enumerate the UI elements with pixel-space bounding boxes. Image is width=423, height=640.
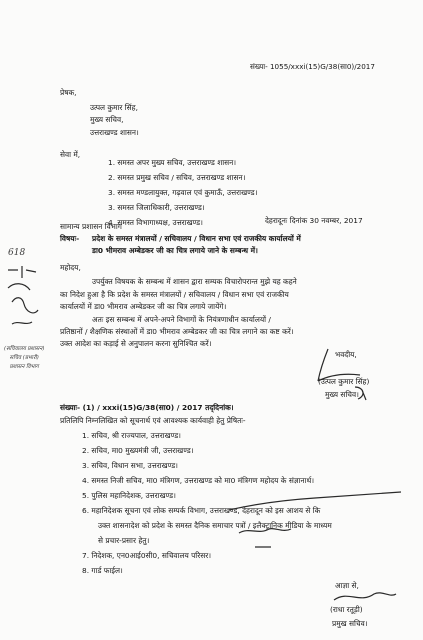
recipient-item: 3. समस्त मण्डलायुक्त, गढ़वाल एवं कुमाऊँ, उत्तराखण्ड। — [108, 188, 258, 197]
second-signatory-title: प्रमुख सचिव। — [332, 619, 368, 628]
copy-number: संख्याः- (1) / xxxi(15)G/38(सा0) / 2017 तद्‌दिनांक। — [60, 403, 234, 412]
closing: भवदीय, — [335, 350, 357, 359]
copy-item: 8. गार्ड फाईल। — [82, 566, 123, 575]
margin-handwriting — [4, 260, 44, 350]
subject-line-2: डा0 भीमराव अम्बेडकर जी का चित्र लगाये जाने के सम्बन्ध में। — [92, 246, 258, 255]
initial-mark — [352, 384, 370, 402]
sender-name: उत्पल कुमार सिंह, — [90, 103, 138, 112]
copy-intro: प्रतिलिपि निम्नलिखित को सूचनार्थ एवं आवश्यक कार्यवाही हेतु प्रेषितः- — [60, 416, 246, 425]
signatory-name: (उत्पल कुमार सिंह) — [318, 377, 370, 386]
body-line: अतः इस सम्बन्ध में अपने-अपने विभागों के नियंत्रणाधीन कार्यालयों / — [92, 315, 271, 324]
margin-note-number: 618 — [8, 248, 26, 258]
copy-item: 5. पुलिस महानिदेशक, उत्तराखण्ड। — [82, 491, 176, 500]
recipient-item: 3. समस्त जिलाधिकारी, उत्तराखण्ड। — [108, 203, 205, 212]
order-label: आज्ञा से, — [335, 581, 359, 590]
margin-note-stamp: (सचिवालय प्रशासन) सचिव (प्रभारी) प्रशासन विभाग — [4, 346, 45, 370]
handwritten-date — [235, 525, 295, 555]
body-line: प्रतिष्ठानों / शैक्षणिक संस्थाओं में डा0 भीमराव अम्बेडकर जी का चित्र लगाने का कष्ट करें। — [60, 327, 294, 336]
copy-item: से प्रचार-प्रसार हेतु। — [98, 536, 150, 545]
recipient-item: 2. समस्त प्रमुख सचिव / सचिव, उत्तराखण्ड शासन। — [108, 173, 246, 182]
copy-item: 6. महानिदेशक सूचना एवं लोक सम्पर्क विभाग, उत्तराखण्ड, देहरादून को इस आशय से कि — [82, 506, 321, 515]
body-line: उक्त आदेश का कड़ाई से अनुपालन करना सुनिश्चित करें। — [60, 339, 212, 348]
second-signatory-name: (राधा रतूड़ी) — [330, 605, 363, 614]
sender-label: प्रेषक, — [60, 88, 77, 97]
copy-item: उक्त शासनादेश को प्रदेश के समस्त दैनिक समाचार पत्रों / इलैक्ट्रानिक मीडिया के माध्यम — [98, 521, 332, 530]
sender-org: उत्तराखण्ड शासन। — [90, 128, 139, 137]
copy-item: 2. सचिव, मा0 मुख्यमंत्री जी, उत्तराखण्ड। — [82, 446, 194, 455]
salutation: महोदय, — [60, 263, 81, 272]
recipient-list — [108, 155, 257, 230]
recipient-item: 1. समस्त अपर मुख्य सचिव, उत्तराखण्ड शासन। — [108, 158, 237, 167]
signatory-title: मुख्य सचिव। — [325, 390, 359, 399]
department: सामान्य प्रशासन विभाग — [60, 222, 122, 231]
body-line: कार्यालयों में डा0 भीमराव अम्बेडकर जी का चित्र लगाये जायेंगे। — [60, 302, 227, 311]
copy-item: 4. समस्त निजी सचिव, मा0 मंत्रिगण, उत्तराखण्ड को मा0 मंत्रिगण महोदय के संज्ञानार्थ। — [82, 476, 315, 485]
second-signature-mark — [330, 588, 400, 606]
copy-item: 1. सचिव, श्री राज्यपाल, उत्तराखण्ड। — [82, 431, 181, 440]
letter-number: संख्या- 1055/xxxi(15)G/38(सा0)/2017 — [250, 62, 375, 71]
copy-item: 7. निदेशक, एन0आई0सी0, सचिवालय परिसर। — [82, 551, 212, 560]
subject-line-1: प्रदेश के समस्त मंत्रालयों / सचिवालय / विधान सभा एवं राजकीय कार्यालयों में — [92, 234, 301, 243]
to-label: सेवा में, — [60, 150, 81, 159]
body-line: उपर्युक्त विषयक के सम्बन्ध में शासन द्वारा सम्यक विचारोपरान्त मुझे यह कहने — [92, 277, 297, 286]
handwritten-annotation — [225, 488, 405, 518]
subject-label: विषयः- — [60, 234, 80, 243]
body-line: का निदेश हुआ है कि प्रदेश के समस्त मंत्रालयों / सचिवालय / विधान सभा एवं राजकीय — [60, 290, 289, 299]
letter-date: देहरादूनः दिनांक 30 नवम्बर, 2017 — [265, 216, 363, 225]
recipient-item: 4. समस्त विभागाध्यक्ष, उत्तराखण्ड। — [108, 218, 203, 227]
copy-item: 3. सचिव, विधान सभा, उत्तराखण्ड। — [82, 461, 178, 470]
sender-title: मुख्य सचिव, — [90, 115, 124, 124]
